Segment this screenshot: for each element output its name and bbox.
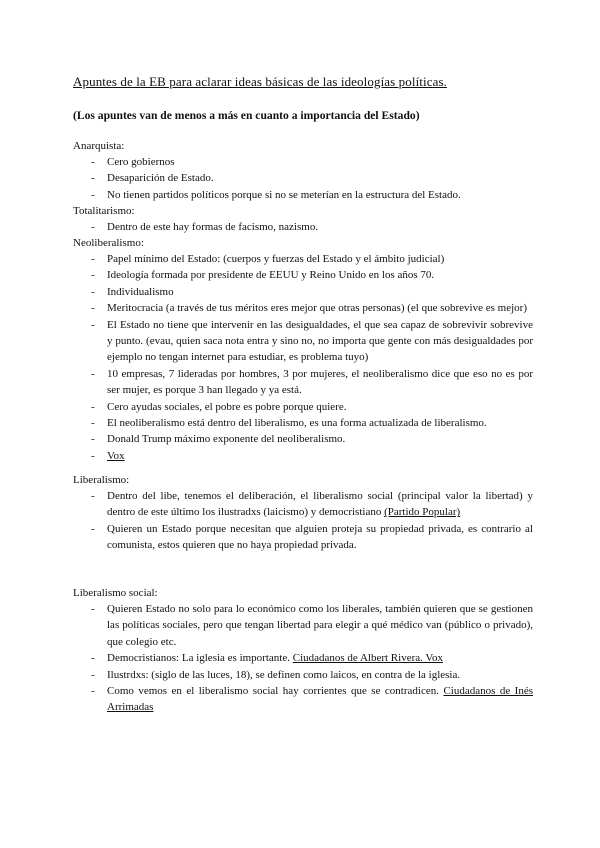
bullet-dash: -: [91, 188, 95, 201]
list-item: [73, 667, 533, 683]
list-item: [73, 267, 533, 283]
bullet-dash: -: [91, 685, 95, 698]
anarquista-list: [73, 154, 533, 203]
list-item-text: Meritocracia (a través de tus méritos eres mejor que otras personas) (el que sobrevive es mejor): [107, 302, 527, 315]
liberalismo-list: [73, 488, 533, 554]
list-item-text: Donald Trump máximo exponente del neoliberalismo.: [107, 433, 346, 446]
list-item-text: Papel mínimo del Estado: (cuerpos y fuerzas del Estado y el ámbito judicial): [107, 253, 445, 265]
section-heading-totalitarismo: Totalitarismo:: [73, 205, 135, 217]
list-item: [73, 683, 533, 716]
list-item: [73, 251, 533, 267]
list-item: [73, 415, 533, 431]
list-item: [73, 170, 533, 186]
section-heading-liberalismo: Liberalismo:: [73, 474, 130, 486]
list-item: [73, 488, 533, 521]
bullet-dash: -: [91, 449, 95, 462]
bullet-dash: -: [91, 652, 95, 665]
bullet-dash: -: [91, 221, 95, 233]
neoliberalismo-list: [73, 251, 533, 464]
list-item-text: Desaparición de Estado.: [107, 172, 214, 185]
list-item: [73, 154, 533, 170]
section-heading-neoliberalismo: Neoliberalismo:: [73, 237, 144, 249]
bullet-dash: -: [91, 522, 95, 535]
bullet-dash: -: [91, 269, 95, 282]
list-item-text: Como vemos en el liberalismo social hay corrientes que se contradicen.: [107, 685, 439, 698]
section-liberalismo-social: [73, 585, 533, 716]
list-item: [73, 601, 533, 650]
document-subtitle: (Los apuntes van de menos a más en cuanto a importancia del Estado): [73, 109, 420, 122]
list-item: [73, 219, 533, 235]
bullet-dash: -: [91, 417, 95, 430]
section-anarquista: [73, 138, 533, 203]
list-item: [73, 366, 533, 399]
list-item-text: Cero gobiernos: [107, 156, 175, 168]
section-liberalismo: [73, 472, 533, 554]
list-item-text: Democristianos: La iglesia es importante.: [107, 652, 290, 665]
ciudadanos-arrimadas-link: Ciudadanos de Inés Arrimadas: [107, 685, 534, 714]
list-item: [73, 448, 533, 464]
bullet-dash: -: [91, 367, 95, 380]
partido-popular-link: (Partido Popular): [384, 506, 461, 519]
list-item-text: No tienen partidos políticos porque si no se meterían en la estructura del Estado.: [107, 188, 461, 201]
bullet-dash: -: [91, 156, 95, 168]
list-item: [73, 399, 533, 415]
list-item-text: El Estado no tiene que intervenir en las desigualdades, el que sea capaz de sobrevivir sobrevive y punto. (evau, quien saca nota entra y sino no, no importa que gente con más desigualdades por ejemplo no tengan internet para estudiar, es problema tuyo): [107, 318, 533, 364]
list-item-text: Cero ayudas sociales, el pobre es pobre porque quiere.: [107, 400, 347, 413]
bullet-dash: -: [91, 285, 95, 298]
bullet-dash: -: [91, 603, 95, 615]
list-item: [73, 300, 533, 316]
list-item-text: Dentro del libe, tenemos el deliberación, el liberalismo social (principal valor la libertad) y dentro de este último los ilustradxs (laicismo) y democristiano: [107, 490, 533, 519]
list-item: [73, 431, 533, 447]
bullet-dash: -: [91, 172, 95, 185]
section-neoliberalismo: [73, 235, 533, 464]
totalitarismo-list: [73, 219, 533, 235]
section-heading-anarquista: Anarquista:: [73, 140, 125, 152]
section-totalitarismo: [73, 203, 533, 235]
bullet-dash: -: [91, 253, 95, 265]
list-item-text: Ideología formada por presidente de EEUU y Reino Unido en los años 70.: [107, 269, 435, 282]
vox-link: Vox: [107, 449, 125, 462]
bullet-dash: -: [91, 668, 95, 681]
list-item: [73, 521, 533, 554]
list-item: [73, 317, 533, 366]
list-item-text: 10 empresas, 7 lideradas por hombres, 3 por mujeres, el neoliberalismo dice que eso no es por ser mujer, es porque 3 han llegado y ya está.: [107, 367, 533, 397]
bullet-dash: -: [91, 400, 95, 413]
bullet-dash: -: [91, 433, 95, 446]
list-item-text: Quieren un Estado porque necesitan que alguien proteja su propiedad privada, es contrario al comunista, estos quieren que no haya propiedad privada.: [107, 522, 533, 552]
list-item-text: El neoliberalismo está dentro del liberalismo, es una forma actualizada de liberalismo.: [107, 417, 487, 430]
list-item-text: Ilustrdxs: (siglo de las luces, 18), se definen como laicos, en contra de la iglesia.: [107, 668, 461, 681]
list-item-text: Dentro de este hay formas de facismo, nazismo.: [107, 221, 319, 233]
bullet-dash: -: [91, 318, 95, 331]
document-title: Apuntes de la EB para aclarar ideas básicas de las ideologías políticas.: [73, 74, 447, 89]
list-item-text: Quieren Estado no solo para lo económico como los liberales, también quieren que se gestionen las políticas sociales, pero que tengan libertad para elegir a qué médico van (público o privado), que colegio etc.: [107, 603, 533, 648]
list-item: [73, 650, 533, 666]
ciudadanos-rivera-vox-link: Ciudadanos de Albert Rivera. Vox: [292, 652, 443, 665]
list-item: [73, 187, 533, 203]
bullet-dash: -: [91, 302, 95, 315]
liberalismo-social-list: [73, 601, 533, 716]
list-item-text: Individualismo: [107, 285, 174, 298]
list-item: [73, 284, 533, 300]
bullet-dash: -: [91, 490, 95, 502]
section-heading-liberalismo-social: Liberalismo social:: [73, 587, 158, 599]
